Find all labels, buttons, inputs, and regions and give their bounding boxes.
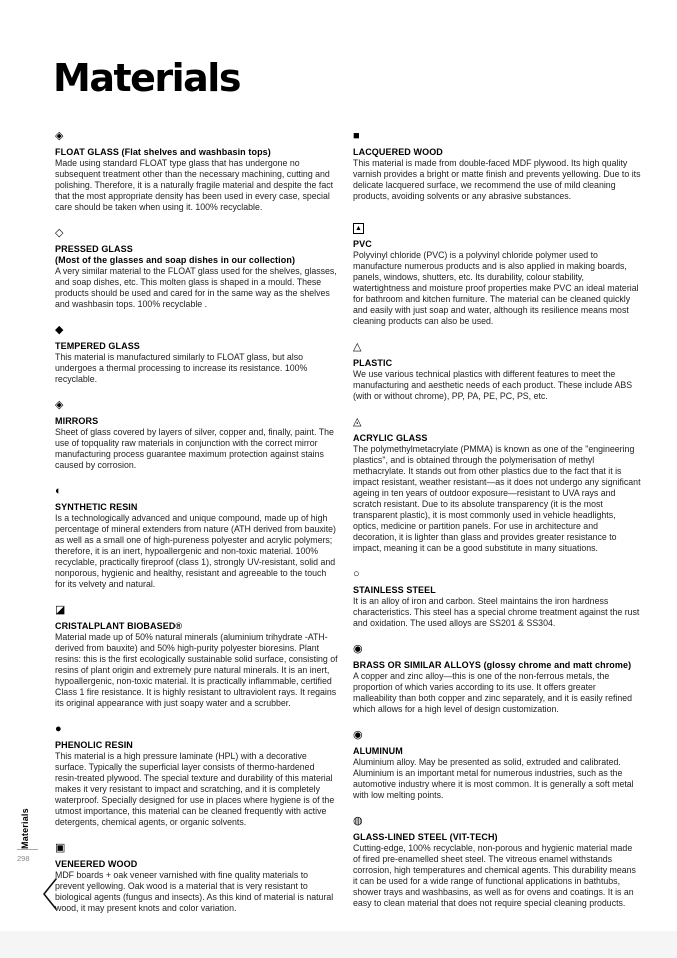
material-section-acrylic-glass [353, 417, 641, 554]
circle-textured-icon: ◍ [353, 815, 363, 827]
footer-divider [17, 849, 38, 850]
material-section-lacquered-wood [353, 131, 641, 202]
material-heading: FLOAT GLASS (Flat shelves and washbasin tops) [55, 147, 271, 157]
circle-filled-icon: ● [55, 723, 62, 735]
material-section-phenolic-resin [55, 724, 338, 828]
material-body: We use various technical plastics with different features to meet the manufacturing and aesthetic needs of each product. These include ABS (with or without chrome), PP, PA, PE, PC, PS, etc. [353, 369, 633, 401]
material-section-cristalplant [55, 605, 338, 709]
material-body: Aluminium alloy. May be presented as solid, extruded and calibrated. Aluminium is an important metal for numerous industries, such as the automotive industry where it is most common. It is generally a soft metal with low melting points. [353, 757, 634, 800]
material-section-float-glass [55, 131, 338, 213]
page-title: Materials [53, 56, 240, 100]
material-heading: PHENOLIC RESIN [55, 740, 133, 750]
circle-outline-icon: ○ [353, 568, 360, 580]
material-body: The polymethylmetacrylate (PMMA) is known as one of the "engineering plastics", and is obtained through the polymerisation of methyl methacrylate. It stands out from other plastics due to the fact that it is impact resistant, weather resistant—as it does not undergo any significant ageing in ten years of outdoor exposure—resistant to UVA rays and scratch resistant. Due to its absolute transparency (it is the most transparent plastic), it is most commonly used in vehicle headlights, optics, medicine or partition panels. For use in architecture and decoration, it is lighter than glass and provides greater resistance to impact, meaning it can be a good substitute in many situations. [353, 444, 641, 553]
material-heading: CRISTALPLANT BIOBASED® [55, 621, 183, 631]
diamond-inset-icon: ◈ [55, 130, 64, 142]
material-section-plastic [353, 342, 641, 402]
material-heading: ACRYLIC GLASS [353, 433, 428, 443]
vertical-page-label: Materials [20, 808, 30, 849]
material-body: A copper and zinc alloy—this is one of the non-ferrous metals, the proportion of which varies according to its use. It offers greater malleability than both copper and zinc separately, and it is easily refined which allows for a high level of design customization. [353, 671, 633, 714]
material-body: Is a technologically advanced and unique compound, made up of high percentage of mineral extenders from nature (ATH derived from bauxite) as well as a small one of high-pureness polyester and acrylic polymers; therefore, it is an inert, hypoallergenic and non-toxic material. 100% recyclable, practically fireproof (class 1), strongly UV-resistant, solid and nonporous, hygienic and healthy, resistant and agreeable to the touch for its velvety and natural. [55, 513, 336, 589]
material-section-stainless-steel [353, 569, 641, 629]
triangle-outline-icon: △ [353, 341, 362, 353]
circle-fisheye-icon: ◉ [353, 729, 363, 741]
material-heading: PLASTIC [353, 358, 393, 368]
material-section-veneered-wood [55, 843, 338, 914]
triangle-in-square-icon: ▲ [353, 223, 364, 234]
material-heading: PRESSED GLASS [55, 244, 133, 254]
material-section-brass [353, 644, 641, 715]
material-body: This material is made from double-faced MDF plywood. Its high quality varnish provides a bright or matte finish and prevents yellowing. Due to its delicate lacquered surface, we recommend the use of mild cleaning products, avoiding solvents or any abrasive substances. [353, 158, 641, 201]
materials-columns [55, 131, 641, 929]
material-body: Material made up of 50% natural minerals (aluminium trihydrate -ATH- derived from bauxite) and 50% high-purity polyester bioresins. Plant resins: this is the first ecologically sustainable solid surface, consisting of resins of plant origin and extremely pure natural minerals. It is an inert, hypoallergenic, non-toxic material. It is practically inflammable, certified Class 1 fire resistance. It is highly resistant to ultraviolent rays. It regains its original appearance with just soapy water and a scrubber. [55, 632, 338, 708]
material-heading: STAINLESS STEEL [353, 585, 436, 595]
material-body: Sheet of glass covered by layers of silver, copper and, finally, paint. The use of topquality raw materials in conjunction with the correct mirror manufacturing process guarantee maximum protection against stains caused by corrosion. [55, 427, 334, 470]
material-body: This material is manufactured similarly to FLOAT glass, but also undergoes a thermal processing to increase its resistance. 100% recyclable. [55, 352, 308, 384]
material-section-pressed-glass [55, 228, 338, 310]
material-section-pvc [353, 217, 641, 327]
diamond-inset-icon: ◈ [55, 399, 64, 411]
material-heading: ALUMINUM [353, 746, 403, 756]
material-section-glass-lined-steel [353, 816, 641, 909]
material-heading: TEMPERED GLASS [55, 341, 140, 351]
triangle-nested-icon: ◬ [353, 416, 362, 428]
half-circle-icon: ◐ [55, 485, 62, 497]
material-heading: SYNTHETIC RESIN [55, 502, 138, 512]
left-column [55, 131, 338, 929]
material-section-aluminum [353, 730, 641, 801]
back-chevron-icon[interactable] [40, 876, 60, 912]
material-heading: GLASS-LINED STEEL (VIT-TECH) [353, 832, 498, 842]
material-body: Polyvinyl chloride (PVC) is a polyvinyl chloride polymer used to manufacture numerous products and is also applied in making boards, panels, windows, shutters, etc. Its durability, colour stability, watertightness and moisture proof properties make PVC an ideal material for bathroom and kitchen furniture. The material can be cleaned quickly and easily with just soap and water, although its resilience means most cleaning products can also be used. [353, 250, 639, 326]
circle-fisheye-icon: ◉ [353, 643, 363, 655]
page-edge [0, 931, 677, 958]
material-heading: LACQUERED WOOD [353, 147, 443, 157]
square-diagonal-icon: ◪ [55, 604, 66, 616]
page-number: 298 [17, 854, 30, 863]
material-section-mirrors [55, 400, 338, 471]
material-heading: MIRRORS [55, 416, 99, 426]
material-body: Made using standard FLOAT type glass that has undergone no subsequent treatment other than the necessary machining, cutting and polishing. Therefore, it is a naturally fragile material and despite the fact that the most appropriate density has been used in every case, special care should be taken when using it. 100% recyclable. [55, 158, 334, 212]
material-heading: BRASS OR SIMILAR ALLOYS (glossy chrome and matt chrome) [353, 660, 632, 670]
material-heading: PVC [353, 239, 372, 249]
right-column [353, 131, 641, 929]
material-section-synthetic-resin [55, 486, 338, 590]
material-body: It is an alloy of iron and carbon. Steel maintains the iron hardness characteristics. This steel has a special chrome treatment against the rust and oxidation. The used alloys are SS201 & SS304. [353, 596, 640, 628]
material-body: Cutting-edge, 100% recyclable, non-porous and hygienic material made of fired pre-enamelled sheet steel. The vitreous enamel withstands corrosion, high temperatures and chemical agents. This durability means it can be used for a wide range of functional applications in bathtubs, shower trays and washbasins, as well as for ovens and coatings. It is an easy to clean material that does not require special cleaning products. [353, 843, 636, 908]
material-body: MDF boards + oak veneer varnished with fine quality materials to prevent yellowing. Oak wood is a material that is very resistant to biological agents (fungus and insects). As this kind of material is natural wood, it may present knots and color variation. [55, 870, 334, 913]
material-body: This material is a high pressure laminate (HPL) with a decorative surface. Typically the superficial layer consists of thermo-hardened resin-treated plywood. The special texture and durability of this material makes it very resistant to impact and scratching, and it is completely waterproof. Specially designed for use in places where hygiene is of the utmost importance, this material can be cleaned frequently with active detergents, chemical agents, or organic solvents. [55, 751, 335, 827]
material-heading: VENEERED WOOD [55, 859, 138, 869]
diamond-outline-icon: ◇ [55, 227, 64, 239]
material-subheading: (Most of the glasses and soap dishes in our collection) [55, 255, 296, 265]
square-filled-icon: ■ [353, 130, 360, 142]
square-inset-icon: ▣ [55, 842, 66, 854]
diamond-filled-icon: ◆ [55, 324, 64, 336]
material-section-tempered-glass [55, 325, 338, 385]
material-body: A very similar material to the FLOAT glass used for the shelves, glasses, and soap dishes, etc. This molten glass is shaped in a mould. These products should be used and cared for in the same way as the shelves and washbasin tops. 100% recyclable . [55, 266, 337, 309]
